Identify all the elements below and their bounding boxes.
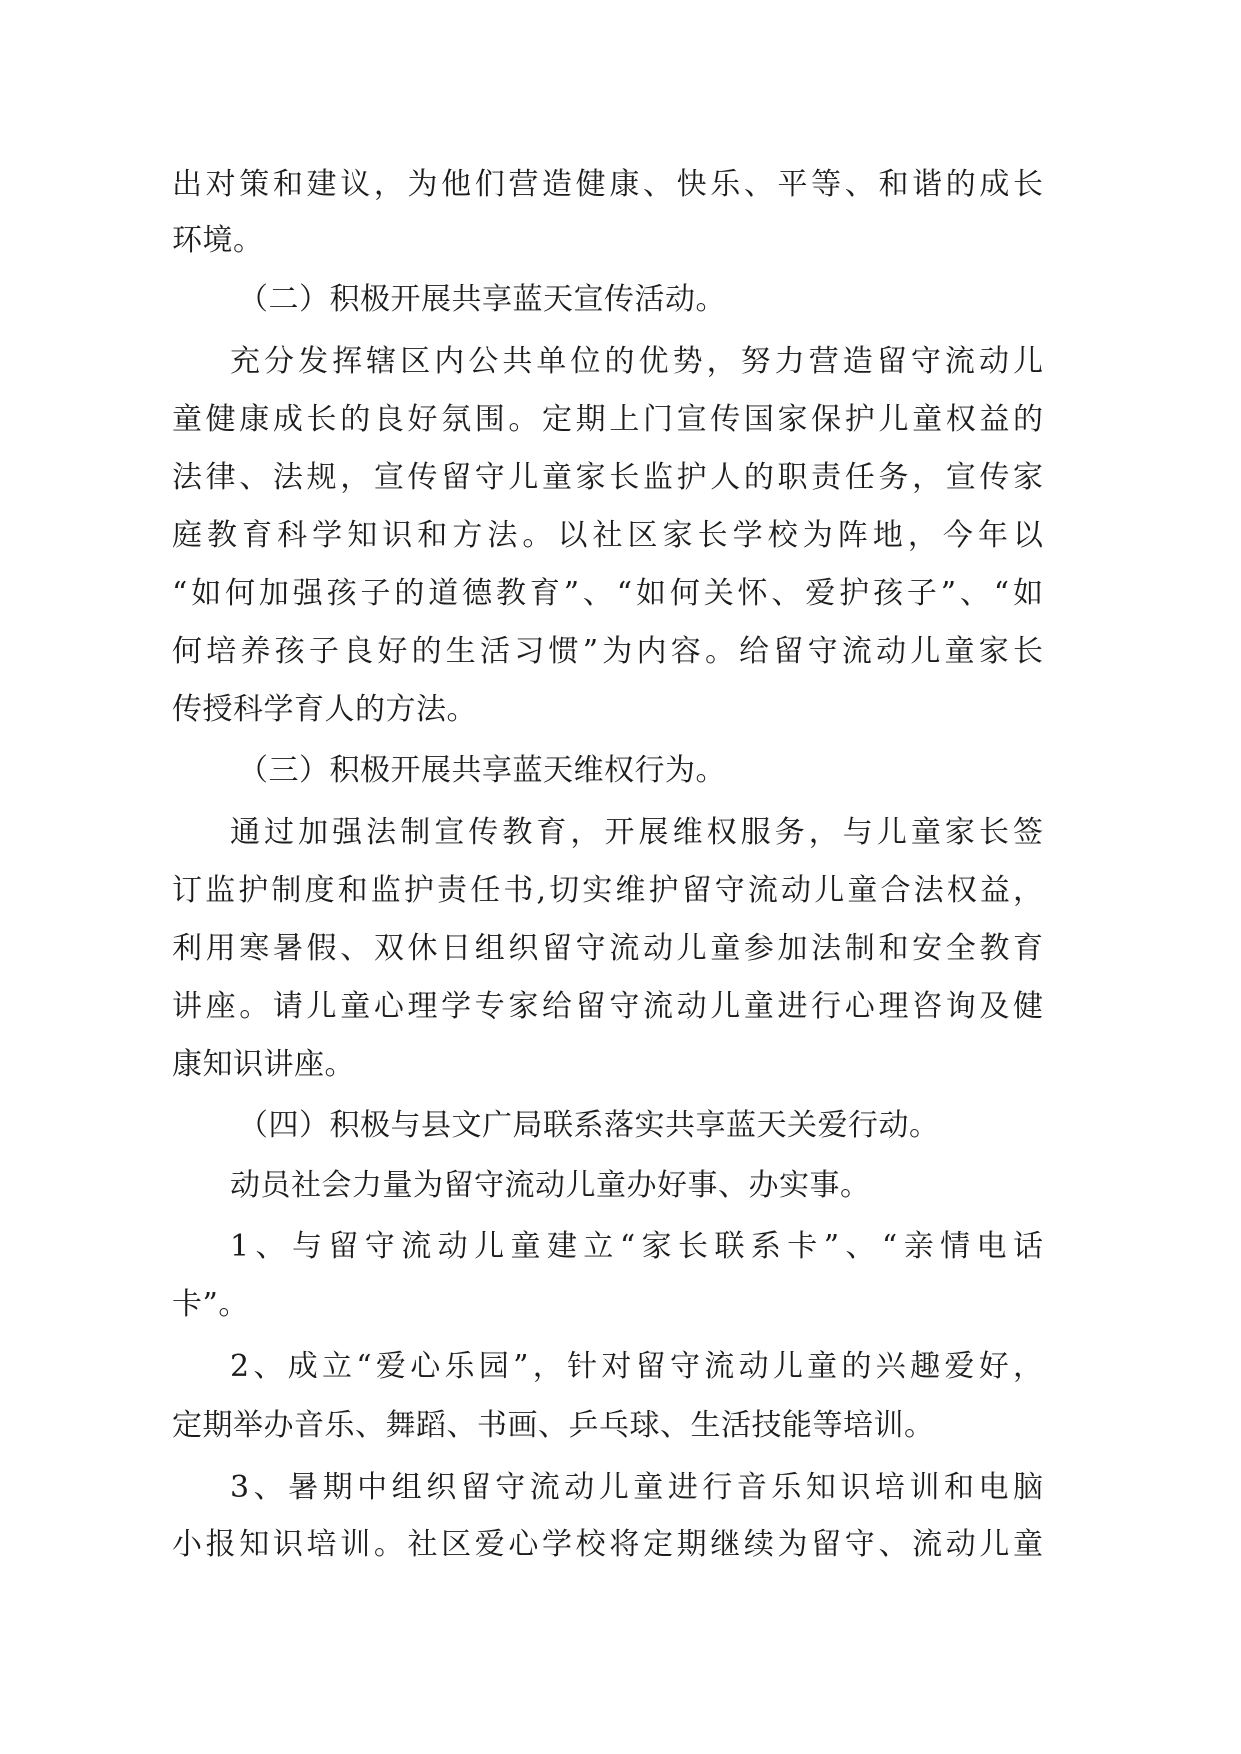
section-heading: （三）积极开展共享蓝天维权行为。 xyxy=(238,753,726,788)
text-line: 环境。 xyxy=(172,223,264,258)
list-item-line: 小报知识培训。社区爱心学校将定期继续为留守、流动儿童 xyxy=(172,1527,1043,1562)
text-line: 订监护制度和监护责任书,切实维护留守流动儿童合法权益， xyxy=(172,873,1043,908)
text-line: 通过加强法制宣传教育，开展维权服务，与儿童家长签 xyxy=(230,815,1043,850)
section-heading: （二）积极开展共享蓝天宣传活动。 xyxy=(238,282,726,317)
list-item-line: 2、成立“爱心乐园”，针对留守流动儿童的兴趣爱好， xyxy=(230,1349,1043,1384)
text-line: 利用寒暑假、双休日组织留守流动儿童参加法制和安全教育 xyxy=(172,931,1043,966)
list-item-line: 3、暑期中组织留守流动儿童进行音乐知识培训和电脑 xyxy=(230,1470,1043,1505)
text-line: 何培养孩子良好的生活习惯”为内容。给留守流动儿童家长 xyxy=(172,634,1043,669)
text-line: 动员社会力量为留守流动儿童办好事、办实事。 xyxy=(230,1168,871,1203)
text-line: 庭教育科学知识和方法。以社区家长学校为阵地，今年以 xyxy=(172,518,1043,553)
text-line: 法律、法规，宣传留守儿童家长监护人的职责任务，宣传家 xyxy=(172,460,1043,495)
list-item-line: 卡”。 xyxy=(172,1287,249,1322)
text-line: 童健康成长的良好氛围。定期上门宣传国家保护儿童权益的 xyxy=(172,402,1043,437)
text-line: 出对策和建议，为他们营造健康、快乐、平等、和谐的成长 xyxy=(172,167,1043,202)
text-line: 讲座。请儿童心理学专家给留守流动儿童进行心理咨询及健 xyxy=(172,989,1043,1024)
section-heading: （四）积极与县文广局联系落实共享蓝天关爱行动。 xyxy=(238,1108,940,1143)
text-line: 传授科学育人的方法。 xyxy=(172,692,477,727)
text-line: 充分发挥辖区内公共单位的优势，努力营造留守流动儿 xyxy=(230,344,1043,379)
list-item-line: 1、与留守流动儿童建立“家长联系卡”、“亲情电话 xyxy=(230,1229,1043,1264)
text-line: “如何加强孩子的道德教育”、“如何关怀、爱护孩子”、“如 xyxy=(172,576,1043,611)
list-item-line: 定期举办音乐、舞蹈、书画、乒乓球、生活技能等培训。 xyxy=(172,1408,935,1443)
text-line: 康知识讲座。 xyxy=(172,1047,355,1082)
